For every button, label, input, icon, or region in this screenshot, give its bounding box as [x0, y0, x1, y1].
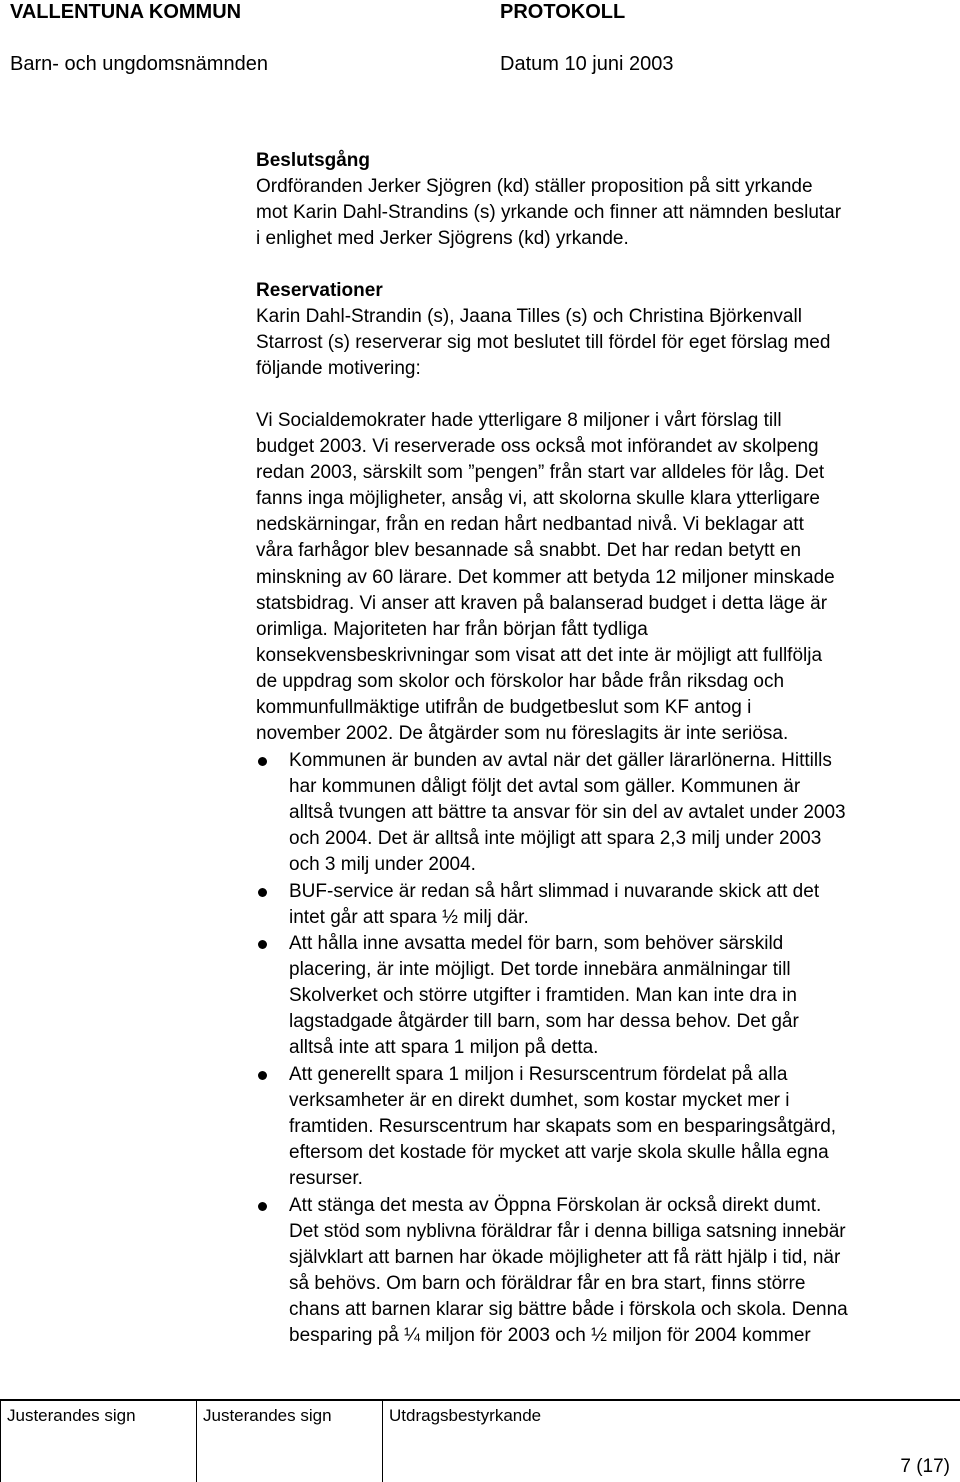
- text-line: Att hålla inne avsatta medel för barn, som behöver särskild: [289, 933, 784, 954]
- bullet-icon: [258, 940, 267, 949]
- section-beslutsgang: [256, 148, 956, 252]
- text-line: och 3 milj under 2004.: [289, 854, 476, 876]
- text-line: alltså tvungen att bättre ta ansvar för sin del av avtalet under 2003: [289, 802, 846, 824]
- text-line: minskning av 60 lärare. Det kommer att betyda 12 miljoner minskade: [256, 566, 835, 588]
- signature-box-1: [0, 1401, 197, 1482]
- text-line: och 2004. Det är alltså inte möjligt att spara 2,3 milj under 2003: [289, 828, 822, 850]
- bullet-icon: [258, 888, 267, 897]
- text-line: de uppdrag som skolor och förskolor har både från riksdag och: [256, 670, 785, 692]
- text-line: Att generellt spara 1 miljon i Resurscentrum fördelat på alla: [289, 1064, 788, 1085]
- section-heading: Beslutsgång: [256, 150, 371, 171]
- document-date: Datum 10 juni 2003: [500, 53, 674, 75]
- committee-name: Barn- och ungdomsnämnden: [10, 53, 268, 75]
- text-line: intet går att spara ½ milj där.: [289, 907, 529, 929]
- text-line: statsbidrag. Vi anser att kraven på balanserad budget i detta läge är: [256, 592, 828, 614]
- text-line: lagstadgade åtgärder till barn, som har dessa behov. Det går: [289, 1011, 799, 1033]
- text-line: Skolverket och större utgifter i framtiden. Man kan inte dra in: [289, 985, 797, 1007]
- text-line: i enlighet med Jerker Sjögrens (kd) yrkande.: [256, 228, 629, 249]
- list-item: [256, 748, 846, 878]
- text-line: BUF-service är redan så hårt slimmad i nuvarande skick att det: [289, 881, 820, 902]
- text-line: Kommunen är bunden av avtal när det gäller lärarlönerna. Hittills: [289, 750, 832, 771]
- text-line: orimliga. Majoriteten har från början fått tydliga: [256, 618, 648, 640]
- text-line: nedskärningar, från en redan hårt nedbantad nivå. Vi beklagar att: [256, 514, 804, 536]
- text-line: följande motivering:: [256, 358, 421, 379]
- bullet-icon: [258, 757, 267, 766]
- signature-label: Justerandes sign: [7, 1406, 136, 1425]
- section-heading: Reservationer: [256, 280, 383, 301]
- signature-footer: [0, 1401, 960, 1482]
- text-line: november 2002. De åtgärder som nu föreslagits är inte seriösa.: [256, 723, 789, 745]
- document-type: PROTOKOLL: [500, 1, 626, 23]
- text-line: resurser.: [289, 1168, 363, 1190]
- text-line: våra farhågor blev besannade så snabbt. Det har redan betytt en: [256, 540, 802, 562]
- text-line: har kommunen dåligt följt det avtal som gäller. Kommunen är: [289, 776, 801, 798]
- text-line: kommunfullmäktige utifrån de budgetbeslut som KF antog i: [256, 697, 752, 719]
- text-line: Vi Socialdemokrater hade ytterligare 8 miljoner i vårt förslag till: [256, 410, 782, 431]
- signature-box-2: [196, 1401, 383, 1482]
- list-item: [256, 1193, 848, 1350]
- page-number: 7 (17): [900, 1456, 950, 1477]
- list-item: [256, 931, 799, 1061]
- text-line: självklart att barnen har ökade möjligheter att få rätt hjälp i tid, när: [289, 1247, 841, 1269]
- text-line: chans att barnen klarar sig bättre både i förskola och skola. Denna: [289, 1299, 848, 1321]
- text-line: eftersom det kostade för mycket att varje skola skulle hålla egna: [289, 1142, 829, 1164]
- bullet-icon: [258, 1202, 267, 1211]
- text-line: fanns inga möjligheter, ansåg vi, att skolorna skulle klara ytterligare: [256, 488, 820, 510]
- text-line: Det stöd som nyblivna föräldrar får i denna billiga satsning innebär: [289, 1221, 846, 1243]
- signature-label: Justerandes sign: [203, 1406, 332, 1425]
- certification-box: [382, 1401, 960, 1482]
- text-line: besparing på ¼ miljon för 2003 och ½ miljon för 2004 kommer: [289, 1325, 811, 1347]
- list-item: [256, 1062, 836, 1192]
- text-line: framtiden. Resurscentrum har skapats som en besparingsåtgärd,: [289, 1116, 837, 1138]
- text-line: alltså inte att spara 1 miljon på detta.: [289, 1037, 599, 1059]
- list-item: [256, 879, 819, 931]
- text-line: verksamheter är en direkt dumhet, som kostar mycket mer i: [289, 1090, 790, 1112]
- text-line: konsekvensbeskrivningar som visat att det inte är möjligt att fullfölja: [256, 644, 823, 666]
- text-line: Starrost (s) reserverar sig mot beslutet till fördel för eget förslag med: [256, 332, 831, 353]
- section-reservationer: [256, 278, 956, 382]
- organization-name: VALLENTUNA KOMMUN: [10, 1, 242, 23]
- text-line: Karin Dahl-Strandin (s), Jaana Tilles (s) och Christina Björkenvall: [256, 306, 802, 327]
- text-line: Att stänga det mesta av Öppna Förskolan är också direkt dumt.: [289, 1195, 822, 1216]
- text-line: redan 2003, särskilt som ”pengen” från start var alldeles för låg. Det: [256, 462, 825, 484]
- text-line: placering, är inte möjligt. Det torde innebära anmälningar till: [289, 959, 791, 981]
- certification-label: Utdragsbestyrkande: [389, 1406, 542, 1425]
- bullet-icon: [258, 1071, 267, 1080]
- motivering-paragraph: [256, 408, 956, 747]
- text-line: mot Karin Dahl-Strandins (s) yrkande och finner att nämnden beslutar: [256, 202, 842, 223]
- text-line: Ordföranden Jerker Sjögren (kd) ställer proposition på sitt yrkande: [256, 176, 813, 197]
- text-line: budget 2003. Vi reserverade oss också mot införandet av skolpeng: [256, 436, 819, 458]
- text-line: så behövs. Om barn och föräldrar får en bra start, finns större: [289, 1273, 806, 1295]
